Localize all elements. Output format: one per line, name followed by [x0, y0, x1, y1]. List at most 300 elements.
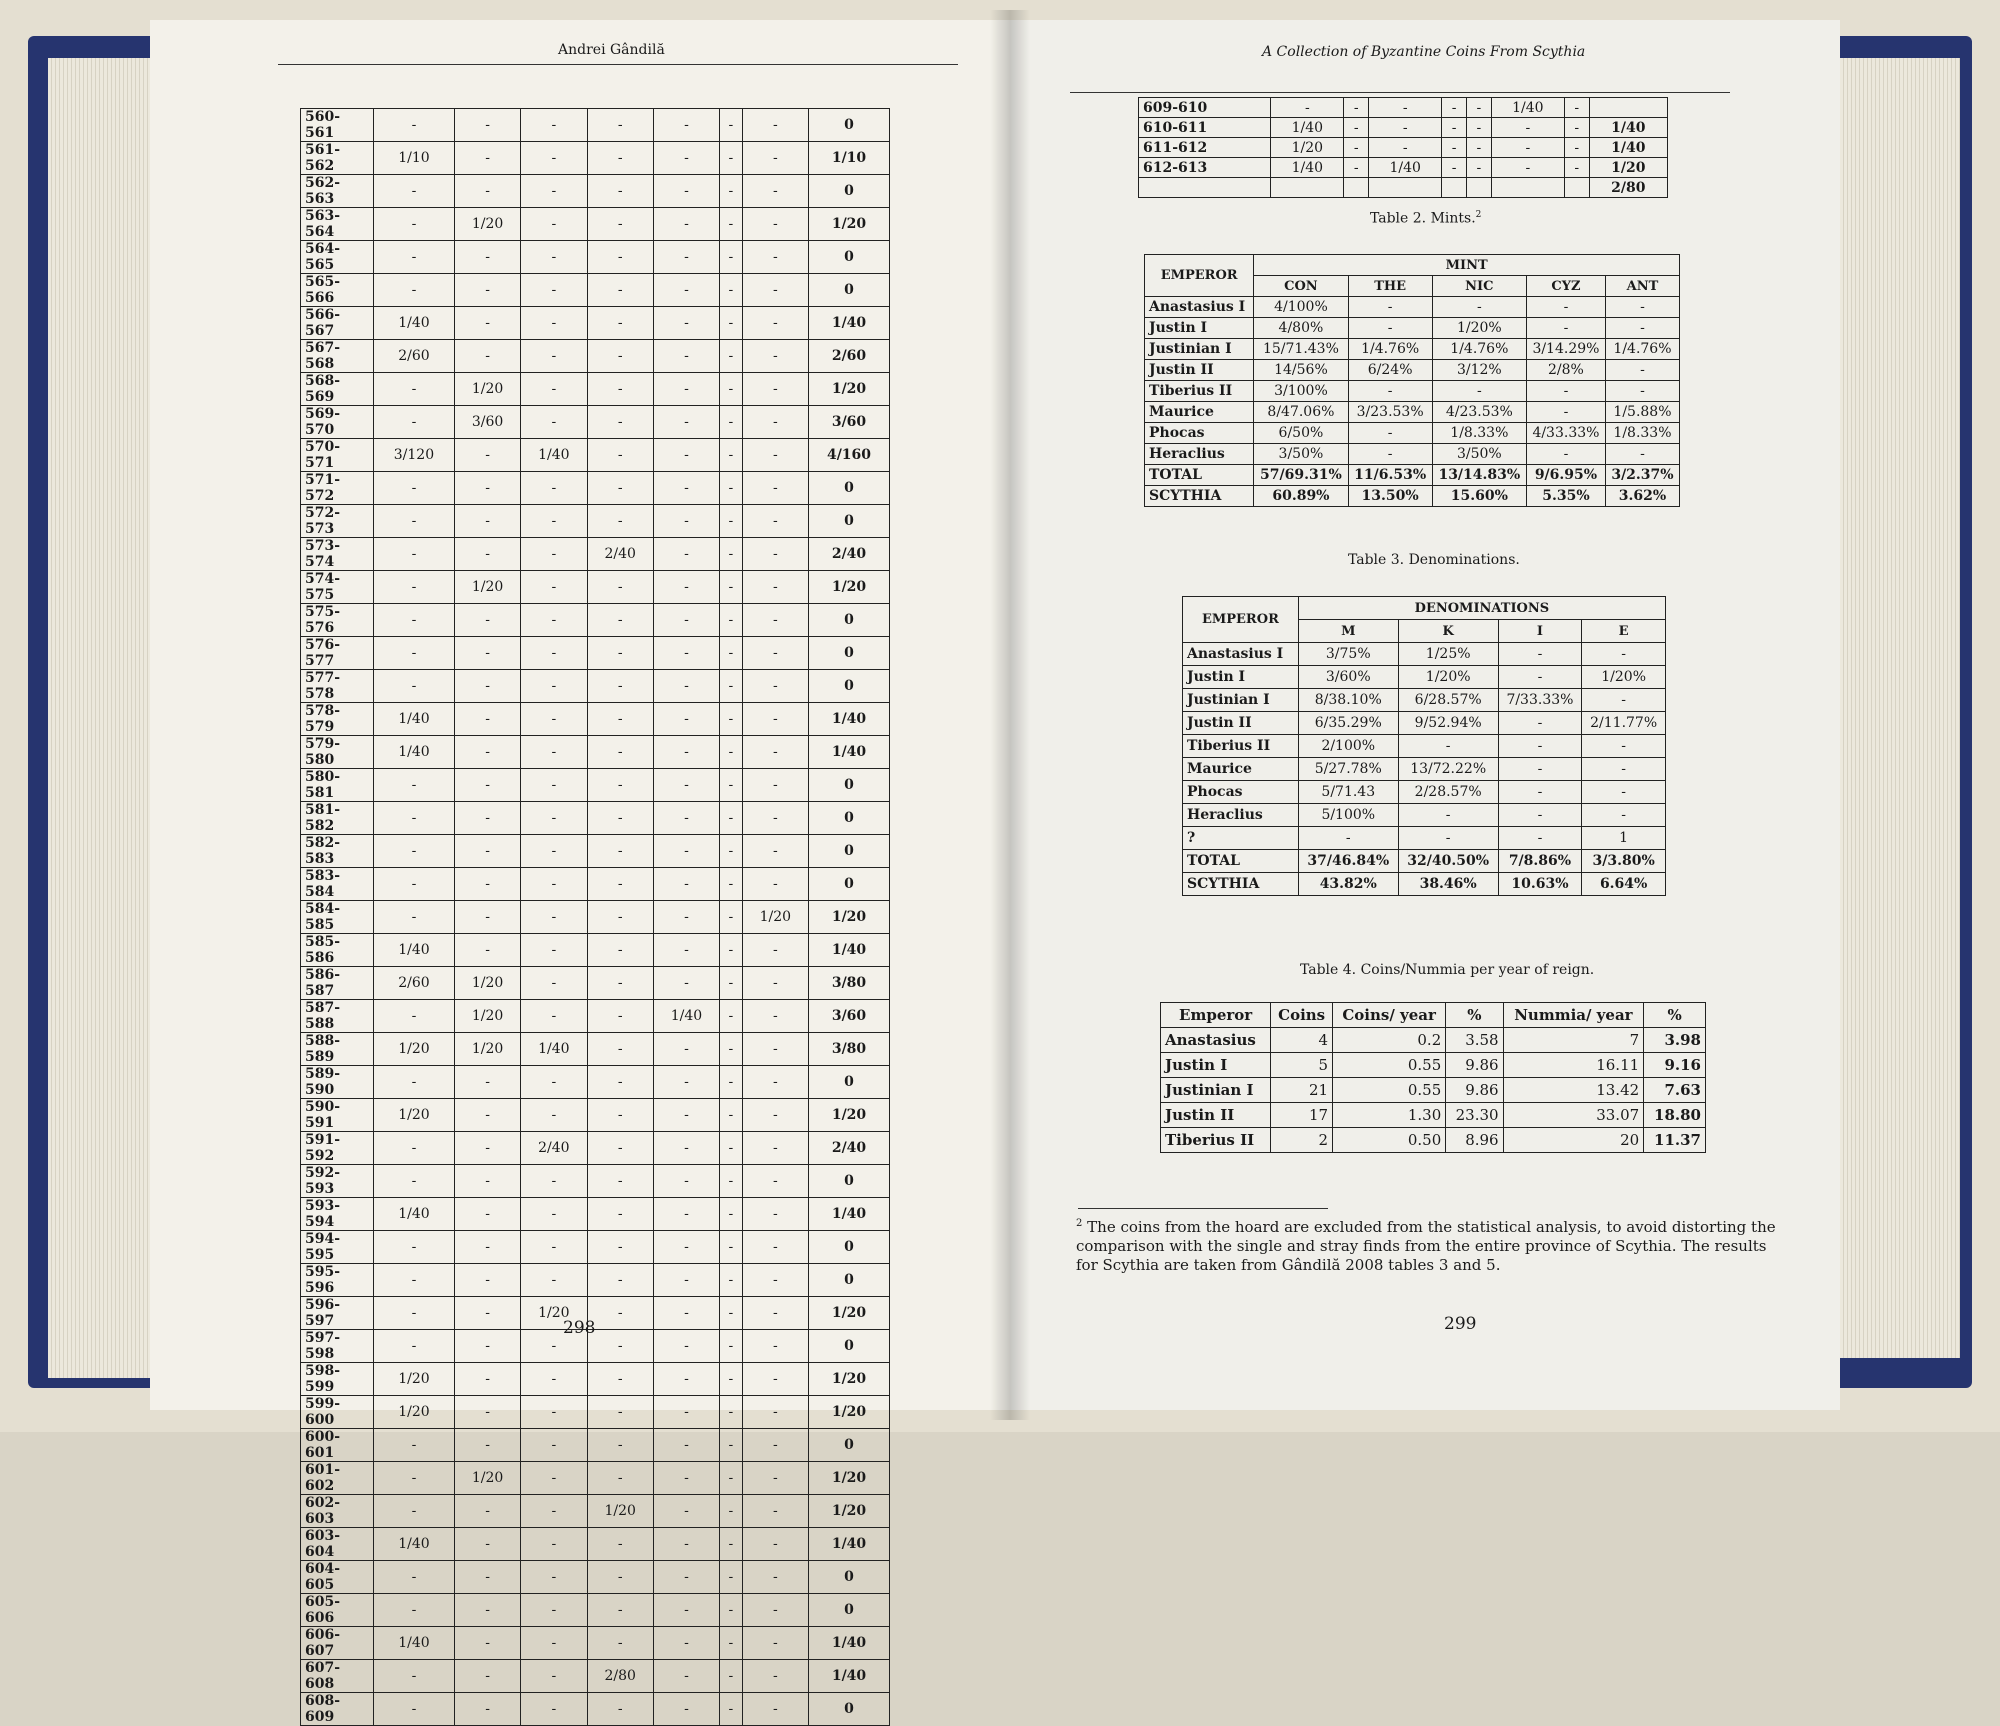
table-cell: 3/12%	[1432, 360, 1526, 381]
year-cell: 600-601	[301, 1429, 374, 1462]
table-cell: -	[742, 406, 808, 439]
table-cell: 1/40	[809, 934, 890, 967]
table4-caption: Table 4. Coins/Nummia per year of reign.	[1300, 962, 1595, 978]
table-cell: -	[521, 1561, 587, 1594]
table-cell: -	[1582, 689, 1666, 712]
column-header: Nummia/ year	[1503, 1003, 1644, 1028]
table-cell: -	[1491, 118, 1564, 138]
table-cell: -	[587, 1561, 653, 1594]
table-cell: -	[587, 1528, 653, 1561]
table-cell: 5.35%	[1526, 486, 1605, 507]
table-row	[1161, 1103, 1706, 1128]
table-cell: -	[454, 1363, 520, 1396]
table-cell: -	[1564, 158, 1589, 178]
denomination-column-header: M	[1298, 620, 1398, 643]
table-row	[301, 1462, 890, 1495]
table-cell: -	[374, 1264, 455, 1297]
table-cell: -	[454, 340, 520, 373]
column-header: %	[1446, 1003, 1503, 1028]
table-row	[301, 1561, 890, 1594]
emperor-cell: Tiberius II	[1145, 381, 1254, 402]
emperor-cell: TOTAL	[1145, 465, 1254, 486]
table-cell: -	[720, 934, 743, 967]
table-cell: -	[653, 571, 719, 604]
table-cell: -	[587, 1363, 653, 1396]
table-row	[301, 1693, 890, 1726]
emperor-cell: Justinian I	[1145, 339, 1254, 360]
table-cell: -	[521, 571, 587, 604]
table-cell: -	[720, 142, 743, 175]
table-cell: 5/27.78%	[1298, 758, 1398, 781]
table-cell: -	[653, 1330, 719, 1363]
table-cell: -	[521, 1099, 587, 1132]
table-cell: 3/50%	[1254, 444, 1348, 465]
table-row	[301, 208, 890, 241]
table-cell: 1/20	[454, 967, 520, 1000]
table-cell: -	[1605, 360, 1679, 381]
table-cell: -	[742, 604, 808, 637]
year-cell: 606-607	[301, 1627, 374, 1660]
table-cell: -	[521, 175, 587, 208]
table-cell: 1/20	[521, 1297, 587, 1330]
table-cell: -	[653, 1561, 719, 1594]
table-cell: -	[521, 472, 587, 505]
table-cell: -	[587, 571, 653, 604]
table-cell: 3/100%	[1254, 381, 1348, 402]
table-cell: -	[720, 109, 743, 142]
table-cell: -	[1564, 98, 1589, 118]
table-row	[1183, 804, 1666, 827]
table-cell: 15/71.43%	[1254, 339, 1348, 360]
table-cell: 0	[809, 175, 890, 208]
table-cell: -	[587, 1264, 653, 1297]
mints-table	[1144, 254, 1680, 507]
table-cell: 9.16	[1644, 1053, 1706, 1078]
table-cell: -	[1467, 98, 1492, 118]
emperor-cell: SCYTHIA	[1145, 486, 1254, 507]
table-cell: -	[653, 1132, 719, 1165]
emperor-cell: Anastasius I	[1145, 297, 1254, 318]
year-by-mint-table	[300, 108, 890, 1726]
table-cell: 0	[809, 1264, 890, 1297]
table-cell: -	[1498, 781, 1582, 804]
table-cell: -	[521, 1495, 587, 1528]
table-cell: 1.30	[1333, 1103, 1446, 1128]
table-cell: -	[454, 274, 520, 307]
table-row	[301, 802, 890, 835]
table-row	[301, 604, 890, 637]
table-cell: -	[720, 1297, 743, 1330]
year-cell: 560-561	[301, 109, 374, 142]
table-cell: -	[720, 538, 743, 571]
table-cell: 4/100%	[1254, 297, 1348, 318]
year-cell: 583-584	[301, 868, 374, 901]
year-cell: 593-594	[301, 1198, 374, 1231]
table-cell: 3.98	[1644, 1028, 1706, 1053]
column-header: Coins/ year	[1333, 1003, 1446, 1028]
table-row	[301, 901, 890, 934]
table-cell: -	[587, 637, 653, 670]
year-cell: 603-604	[301, 1528, 374, 1561]
table-cell: -	[587, 1066, 653, 1099]
table-row	[1161, 1053, 1706, 1078]
table-cell: -	[454, 934, 520, 967]
table-row	[301, 1264, 890, 1297]
table-cell: 9.86	[1446, 1078, 1503, 1103]
table-cell: 7	[1503, 1028, 1644, 1053]
table-cell	[1271, 178, 1344, 198]
year-cell: 563-564	[301, 208, 374, 241]
emperor-cell: Justin II	[1183, 712, 1299, 735]
table-cell: 9/52.94%	[1398, 712, 1498, 735]
table-cell: -	[653, 1429, 719, 1462]
table-cell: -	[720, 1561, 743, 1594]
table-cell: -	[521, 1528, 587, 1561]
year-cell: 612-613	[1139, 158, 1271, 178]
table-cell: -	[720, 901, 743, 934]
table-cell: -	[1605, 381, 1679, 402]
table-cell: -	[587, 934, 653, 967]
table-cell: -	[1498, 712, 1582, 735]
year-cell: 561-562	[301, 142, 374, 175]
table-cell: -	[720, 1363, 743, 1396]
table-cell: 0	[809, 1561, 890, 1594]
table-cell	[1467, 178, 1492, 198]
table-cell: -	[720, 340, 743, 373]
table-cell: 2/60	[809, 340, 890, 373]
table-cell: -	[521, 1165, 587, 1198]
table-cell: -	[1271, 98, 1344, 118]
table-cell: 0	[809, 241, 890, 274]
table-cell: -	[742, 1528, 808, 1561]
table-cell: 57/69.31%	[1254, 465, 1348, 486]
table-row	[301, 1363, 890, 1396]
column-header: Emperor	[1161, 1003, 1271, 1028]
table-cell: -	[653, 769, 719, 802]
left-folio: 298	[563, 1318, 596, 1338]
table-cell: -	[742, 1198, 808, 1231]
coins-per-year-table	[1160, 1002, 1706, 1153]
table2-caption: Table 2. Mints.$^2$	[1370, 210, 1482, 227]
table-row	[1183, 689, 1666, 712]
emperor-cell: Anastasius I	[1183, 643, 1299, 666]
table-cell: 3/2.37%	[1605, 465, 1679, 486]
table-cell: -	[653, 505, 719, 538]
table-row	[301, 241, 890, 274]
table-cell: -	[1432, 297, 1526, 318]
table-cell: -	[521, 1330, 587, 1363]
table-cell: -	[720, 736, 743, 769]
year-cell: 594-595	[301, 1231, 374, 1264]
table-cell: 1/40	[1271, 158, 1344, 178]
table-cell: -	[742, 1495, 808, 1528]
table-cell: -	[374, 1000, 455, 1033]
emperor-cell: Heraclius	[1145, 444, 1254, 465]
table-cell: -	[454, 241, 520, 274]
year-cell: 610-611	[1139, 118, 1271, 138]
year-cell: 580-581	[301, 769, 374, 802]
table-cell: -	[587, 703, 653, 736]
table-row	[301, 1099, 890, 1132]
table-row	[301, 472, 890, 505]
table-cell: 0	[809, 1165, 890, 1198]
table-cell: -	[587, 604, 653, 637]
table-cell: -	[653, 1594, 719, 1627]
year-cell: 591-592	[301, 1132, 374, 1165]
table-cell: 11/6.53%	[1348, 465, 1432, 486]
table-cell: -	[374, 1165, 455, 1198]
table-cell: 1/20	[809, 1462, 890, 1495]
table-cell: -	[587, 1330, 653, 1363]
table-cell: 0	[809, 1594, 890, 1627]
left-running-head: Andrei Gândilă	[558, 42, 665, 58]
table-cell: -	[587, 505, 653, 538]
table-cell: -	[374, 1660, 455, 1693]
table-cell: -	[1498, 758, 1582, 781]
table-row	[301, 1198, 890, 1231]
table-cell: 1/40	[1369, 158, 1442, 178]
table-cell: -	[742, 1462, 808, 1495]
table-cell: 4/33.33%	[1526, 423, 1605, 444]
table-cell: -	[1369, 98, 1442, 118]
table-cell: -	[374, 538, 455, 571]
table-cell: 0.55	[1333, 1078, 1446, 1103]
table-cell: 0.50	[1333, 1128, 1446, 1153]
table-cell: -	[653, 340, 719, 373]
table-cell: -	[521, 1693, 587, 1726]
table-cell: -	[1432, 381, 1526, 402]
table-cell: -	[720, 1264, 743, 1297]
table-cell: 1/40	[809, 1528, 890, 1561]
scythia-row	[1183, 873, 1666, 896]
table-cell: -	[454, 1297, 520, 1330]
table-row	[1139, 138, 1668, 158]
table-row	[301, 670, 890, 703]
year-cell: 575-576	[301, 604, 374, 637]
table-cell: 2/80	[587, 1660, 653, 1693]
emperor-cell: Justinian I	[1183, 689, 1299, 712]
table-cell: 1/40	[521, 1033, 587, 1066]
table-cell: -	[653, 835, 719, 868]
table-cell: 0	[809, 1231, 890, 1264]
table-cell: -	[587, 1627, 653, 1660]
table-cell: -	[454, 1099, 520, 1132]
table-cell: -	[587, 901, 653, 934]
table-cell: -	[742, 637, 808, 670]
table-cell: 1	[1582, 827, 1666, 850]
right-head-rule	[1070, 92, 1730, 93]
table-cell: -	[742, 934, 808, 967]
table-cell: -	[653, 439, 719, 472]
table-cell: -	[1398, 827, 1498, 850]
table-cell: -	[720, 241, 743, 274]
emperor-cell: Anastasius	[1161, 1028, 1271, 1053]
table-cell: -	[587, 1429, 653, 1462]
table-cell: -	[374, 241, 455, 274]
year-cell: 581-582	[301, 802, 374, 835]
table-row	[301, 637, 890, 670]
table-cell: -	[653, 1297, 719, 1330]
table-cell: 1/40	[809, 1198, 890, 1231]
right-folio: 299	[1444, 1314, 1477, 1334]
table-cell: -	[742, 1264, 808, 1297]
table-cell: -	[521, 1000, 587, 1033]
left-head-rule	[278, 64, 958, 65]
table-cell: 1/4.76%	[1605, 339, 1679, 360]
table-cell: -	[587, 340, 653, 373]
table-cell: -	[720, 373, 743, 406]
table-cell: -	[374, 637, 455, 670]
table-cell: 3/60	[454, 406, 520, 439]
table-cell: -	[720, 1396, 743, 1429]
table-cell: 1/5.88%	[1605, 402, 1679, 423]
table-row	[1139, 118, 1668, 138]
table-cell: 1/40	[374, 307, 455, 340]
table-cell: -	[1498, 666, 1582, 689]
table-cell: -	[374, 109, 455, 142]
year-cell: 590-591	[301, 1099, 374, 1132]
table-cell: -	[742, 1693, 808, 1726]
table-row	[301, 1066, 890, 1099]
table-row	[301, 406, 890, 439]
table-cell: -	[587, 1462, 653, 1495]
table-cell: -	[374, 769, 455, 802]
table-cell: 1/20	[1589, 158, 1667, 178]
table-cell: -	[454, 472, 520, 505]
table-cell: -	[653, 703, 719, 736]
table-cell: 2/11.77%	[1582, 712, 1666, 735]
table-cell: 1/40	[809, 1627, 890, 1660]
table-row	[301, 868, 890, 901]
footnote: $^2$ The coins from the hoard are excluded from the statistical analysis, to avoid distorting the comparison with the single and stray finds from the entire province of Scythia. The results for Scythia are taken from Gândilă 2008 tables 3 and 5.	[1076, 1218, 1776, 1274]
table-cell	[1589, 98, 1667, 118]
table-cell: -	[521, 1396, 587, 1429]
table-cell: -	[587, 373, 653, 406]
table-cell: -	[720, 1594, 743, 1627]
table-cell: -	[521, 967, 587, 1000]
table-cell: -	[742, 472, 808, 505]
table-cell: 13/14.83%	[1432, 465, 1526, 486]
table-cell: -	[374, 1594, 455, 1627]
emperor-cell: Tiberius II	[1161, 1128, 1271, 1153]
year-cell: 571-572	[301, 472, 374, 505]
table-cell: -	[587, 769, 653, 802]
table-cell: 0	[809, 109, 890, 142]
table-cell: 1/10	[374, 142, 455, 175]
table-cell: -	[720, 1330, 743, 1363]
table-cell: -	[454, 1066, 520, 1099]
table-cell: -	[454, 1561, 520, 1594]
year-cell: 602-603	[301, 1495, 374, 1528]
table-cell: 5/71.43	[1298, 781, 1398, 804]
table-cell: -	[1526, 297, 1605, 318]
table-cell: -	[742, 769, 808, 802]
table-cell: 1/8.33%	[1432, 423, 1526, 444]
table-cell: 2/60	[374, 340, 455, 373]
table-cell: -	[720, 1033, 743, 1066]
table-cell: -	[454, 1627, 520, 1660]
table-cell: -	[1498, 735, 1582, 758]
year-cell: 565-566	[301, 274, 374, 307]
table-cell: -	[742, 1099, 808, 1132]
table-cell: -	[653, 901, 719, 934]
table-cell: -	[1605, 444, 1679, 465]
table-cell: 3/3.80%	[1582, 850, 1666, 873]
table-cell: 3/80	[809, 967, 890, 1000]
table-cell: 2	[1271, 1128, 1333, 1153]
table-row	[301, 1660, 890, 1693]
table-cell: -	[587, 1000, 653, 1033]
table-cell: 1/40	[809, 736, 890, 769]
table-cell: -	[653, 1264, 719, 1297]
book-gutter	[990, 10, 1030, 1420]
year-cell: 567-568	[301, 340, 374, 373]
table-cell: -	[374, 406, 455, 439]
table-cell: -	[653, 307, 719, 340]
table-cell: -	[587, 472, 653, 505]
table-cell: -	[587, 1099, 653, 1132]
table-cell: -	[454, 835, 520, 868]
table-cell: 13.42	[1503, 1078, 1644, 1103]
table-cell: -	[653, 1033, 719, 1066]
table-cell: -	[454, 1495, 520, 1528]
table-cell: -	[374, 901, 455, 934]
table-cell: 1/20	[809, 1363, 890, 1396]
table-cell: 1/20	[454, 1000, 520, 1033]
table-cell: -	[454, 1330, 520, 1363]
table-cell: -	[1369, 138, 1442, 158]
table-cell: -	[1498, 643, 1582, 666]
table-cell: 13/72.22%	[1398, 758, 1498, 781]
table-cell: 8/47.06%	[1254, 402, 1348, 423]
table-cell: -	[587, 1693, 653, 1726]
year-cell: 576-577	[301, 637, 374, 670]
table-cell: 1/40	[1491, 98, 1564, 118]
table-cell: -	[587, 175, 653, 208]
table-cell: 1/40	[1589, 118, 1667, 138]
table-cell: -	[587, 208, 653, 241]
table-row	[1145, 297, 1680, 318]
table-cell: -	[454, 1165, 520, 1198]
table-cell: -	[1442, 98, 1467, 118]
table-cell: 1/25%	[1398, 643, 1498, 666]
table-cell: 1/8.33%	[1605, 423, 1679, 444]
table-cell: -	[454, 1429, 520, 1462]
table-cell: -	[720, 1495, 743, 1528]
table-cell: -	[653, 175, 719, 208]
table-cell: 3/120	[374, 439, 455, 472]
table-cell: -	[454, 307, 520, 340]
table-cell: -	[1442, 118, 1467, 138]
table-cell: 1/20	[454, 571, 520, 604]
table-cell: 2/8%	[1526, 360, 1605, 381]
table-cell: -	[1467, 118, 1492, 138]
table-cell: -	[1564, 138, 1589, 158]
table-cell: -	[454, 1594, 520, 1627]
table-cell: -	[374, 1297, 455, 1330]
table-cell: -	[742, 1363, 808, 1396]
table-cell: 1/40	[809, 703, 890, 736]
table-cell: 23.30	[1446, 1103, 1503, 1128]
table-cell: 1/20	[809, 373, 890, 406]
table-cell: 2/60	[374, 967, 455, 1000]
table-cell: -	[653, 406, 719, 439]
table-cell: 1/20	[374, 1099, 455, 1132]
table-cell: 6/28.57%	[1398, 689, 1498, 712]
table-cell: -	[587, 1594, 653, 1627]
mints-emperor-header: EMPEROR	[1145, 255, 1254, 297]
table-cell: -	[1442, 158, 1467, 178]
